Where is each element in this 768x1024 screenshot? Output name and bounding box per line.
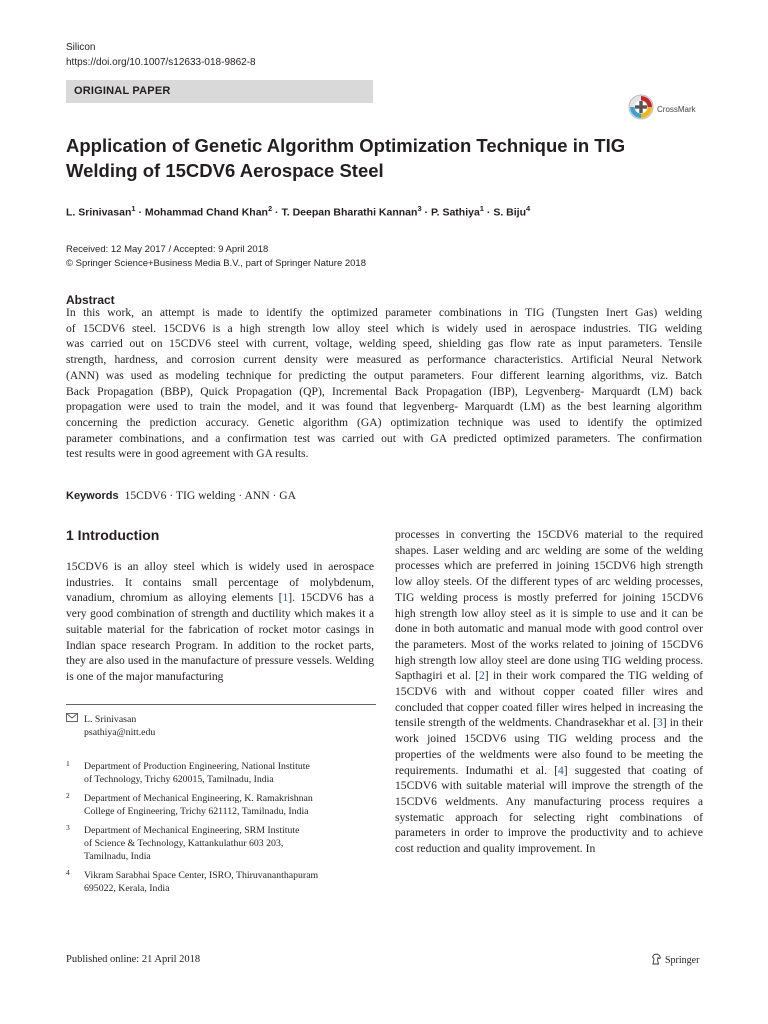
author-affiliation-mark: 3 bbox=[417, 204, 422, 213]
author-name: T. Deepan Bharathi Kannan bbox=[281, 206, 418, 219]
crossmark-badge[interactable] bbox=[628, 94, 696, 125]
correspondence-block bbox=[66, 713, 155, 739]
author-separator: · bbox=[483, 206, 494, 219]
intro-column-right bbox=[395, 527, 703, 857]
affiliation-line: 695022, Kerala, India bbox=[84, 883, 170, 894]
affiliation-line: Department of Production Engineering, National Institute bbox=[84, 761, 310, 772]
journal-header bbox=[66, 40, 256, 70]
title-line-1: Application of Genetic Algorithm Optimization Technique in TIG bbox=[66, 135, 626, 156]
affiliation-line: Tamilnadu, India bbox=[84, 851, 151, 862]
crossmark-label: CrossMark bbox=[657, 105, 696, 114]
abstract-line: was carried out on 15CDV6 steel with current, voltage, welding speed, shielding gas flow rate as input parameters. Tensile bbox=[66, 337, 702, 351]
author-name: P. Sathiya bbox=[430, 206, 480, 219]
article-dates bbox=[66, 243, 366, 271]
article-title bbox=[66, 133, 686, 183]
affiliation-3 bbox=[66, 824, 366, 863]
intro-column-left bbox=[66, 559, 374, 685]
author-name: Mohammad Chand Khan bbox=[144, 206, 268, 219]
abstract-line: concerning the prediction accuracy. Genetic algorithm (GA) optimization technique was used to identify the optimized bbox=[66, 415, 702, 429]
affiliation-line: of Technology, Trichy 620015, Tamilnadu, India bbox=[84, 774, 274, 785]
affiliation-number: 1 bbox=[66, 759, 70, 768]
affiliation-number: 3 bbox=[66, 823, 70, 832]
received-accepted: Received: 12 May 2017 / Accepted: 9 April 2018 bbox=[66, 244, 269, 255]
keywords-text: 15CDV6 · TIG welding · ANN · GA bbox=[124, 489, 296, 502]
body-text: 15CDV6 is an alloy steel which is widely used in aerospace industries. It contains small percentage of molybdenum, vanadium, chromium as alloying elements [ bbox=[66, 560, 374, 605]
author-affiliation-mark: 4 bbox=[525, 204, 531, 213]
abstract-line: test results were in good agreement with GA results. bbox=[66, 447, 309, 461]
body-text: processes in converting the 15CDV6 material to the required shapes. Laser welding and arc welding are some of the welding processes which are preferred in joining 15CDV6 high strength low alloy steels. Of the different types of arc welding processes, TIG welding process is mostly preferred for joining 15CDV6 high strength low alloy steel as it is simple to use and it can be done in both automatic and manual mode with good control over the parameters. Most of the works related to joining of 15CDV6 high strength low alloy steel are done using TIG welding process. Sapthagiri et al. [ bbox=[395, 528, 703, 683]
corresponding-author-name: L. Srinivasan bbox=[84, 714, 137, 725]
abstract-line: In this work, an attempt is made to identify the optimized parameter combinations in TIG (Tungsten Inert Gas) welding bbox=[66, 306, 702, 319]
article-type-banner: ORIGINAL PAPER bbox=[66, 80, 373, 103]
keywords-label: Keywords bbox=[66, 490, 119, 502]
springer-horse-icon bbox=[651, 953, 662, 968]
author-separator: · bbox=[421, 206, 431, 219]
envelope-icon bbox=[66, 713, 78, 726]
author-affiliation-mark: 1 bbox=[131, 204, 136, 213]
doi-link[interactable]: https://doi.org/10.1007/s12633-018-9862-8 bbox=[66, 57, 256, 68]
affiliation-line: College of Engineering, Trichy 621112, Tamilnadu, India bbox=[84, 806, 309, 817]
abstract-line: propagation were used to train the model, and it was found that legvenberg- Marquardt (LM) as the best learning algorithm bbox=[66, 400, 702, 414]
abstract-line: of 15CDV6 steel. 15CDV6 is a high strength low alloy steel which is widely used in aerospace industries. TIG welding bbox=[66, 321, 702, 335]
abstract-line: parameter combinations, and a confirmation test was carried out with GA predicted optimized parameters. The confirmation bbox=[66, 431, 702, 445]
affiliation-line: of Science & Technology, Kattankulathur 603 203, bbox=[84, 838, 284, 849]
body-text: ]. 15CDV6 has a very good combination of strength and ductility which makes it a suitable material for the fabrication of rocket motor casings in Indian space research Program. In addition to the rocket parts, they are also used in the manufacture of pressure vessels. Welding is one of the major manufacturing bbox=[66, 591, 374, 683]
author-name: L. Srinivasan bbox=[66, 206, 132, 219]
body-text: ] suggested that coating of 15CDV6 with suitable material will improve the strength of the 15CDV6 weldments. Any manufacturing process requires a systematic approach for selecting right combinations of parameters in order to improve the productivity and to achieve cost reduction and quality improvement. In bbox=[395, 763, 703, 856]
published-online-date: Published online: 21 April 2018 bbox=[66, 954, 201, 965]
affiliation-line: Department of Mechanical Engineering, K. Ramakrishnan bbox=[84, 793, 313, 804]
corresponding-author-email[interactable]: psathiya@nitt.edu bbox=[84, 727, 156, 738]
author-separator: · bbox=[135, 206, 145, 219]
author-list bbox=[66, 204, 706, 219]
journal-name: Silicon bbox=[66, 42, 96, 53]
abstract-line: strength, hardness, and corrosion current density were measured as performance characteristics. Artificial Neural Network bbox=[66, 353, 702, 367]
affiliation-text bbox=[84, 824, 366, 863]
affiliation-line: Vikram Sarabhai Space Center, ISRO, Thiruvananthapuram bbox=[84, 870, 319, 881]
springer-logo bbox=[651, 953, 699, 968]
affiliation-line: Department of Mechanical Engineering, SRM Institute bbox=[84, 825, 300, 836]
footnote-divider bbox=[66, 704, 376, 705]
affiliation-text bbox=[84, 792, 366, 818]
body-text: ] in their work joined 15CDV6 using TIG welding process and the properties of the weldments were also found to be meeting the requirements. Indumathi et al. [ bbox=[395, 716, 704, 777]
title-line-2: Welding of 15CDV6 Aerospace Steel bbox=[66, 160, 384, 181]
copyright-line: © Springer Science+Business Media B.V., part of Springer Nature 2018 bbox=[66, 258, 366, 269]
crossmark-icon bbox=[628, 94, 654, 125]
citation-link[interactable]: 4 bbox=[558, 763, 564, 777]
author-name: S. Biju bbox=[493, 206, 526, 219]
affiliation-number: 4 bbox=[66, 868, 70, 877]
abstract-line: Back Propagation (BBP), Quick Propagation (QP), Incremental Back Propagation (IBP), Legvenberg- Marquardt (LM) back bbox=[66, 384, 702, 398]
citation-link[interactable]: 2 bbox=[479, 669, 485, 683]
citation-link[interactable]: 1 bbox=[282, 591, 289, 605]
affiliation-1 bbox=[66, 760, 366, 786]
affiliation-text bbox=[84, 869, 366, 895]
section-heading-introduction: 1 Introduction bbox=[66, 527, 160, 543]
keywords bbox=[66, 489, 296, 502]
affiliation-number: 2 bbox=[66, 791, 70, 800]
author-affiliation-mark: 2 bbox=[267, 204, 273, 213]
affiliation-4 bbox=[66, 869, 366, 895]
springer-wordmark: Springer bbox=[665, 955, 700, 966]
abstract-body bbox=[66, 305, 702, 462]
affiliation-text bbox=[84, 760, 366, 786]
citation-link[interactable]: 3 bbox=[656, 716, 663, 730]
abstract-heading: Abstract bbox=[66, 293, 115, 307]
body-text: ] in their work compared the TIG welding of 15CDV6 with and without copper coated filler wires and concluded that copper coated filler wires helped in increasing the tensile strength of the weldments. Chandrasekhar et al. [ bbox=[395, 669, 704, 730]
author-separator: · bbox=[272, 206, 282, 219]
author-affiliation-mark: 1 bbox=[479, 204, 484, 213]
abstract-line: (ANN) was used as modeling technique for predicting the output parameters. Four different learning algorithms, viz. Batch bbox=[66, 368, 702, 382]
affiliation-2 bbox=[66, 792, 366, 818]
